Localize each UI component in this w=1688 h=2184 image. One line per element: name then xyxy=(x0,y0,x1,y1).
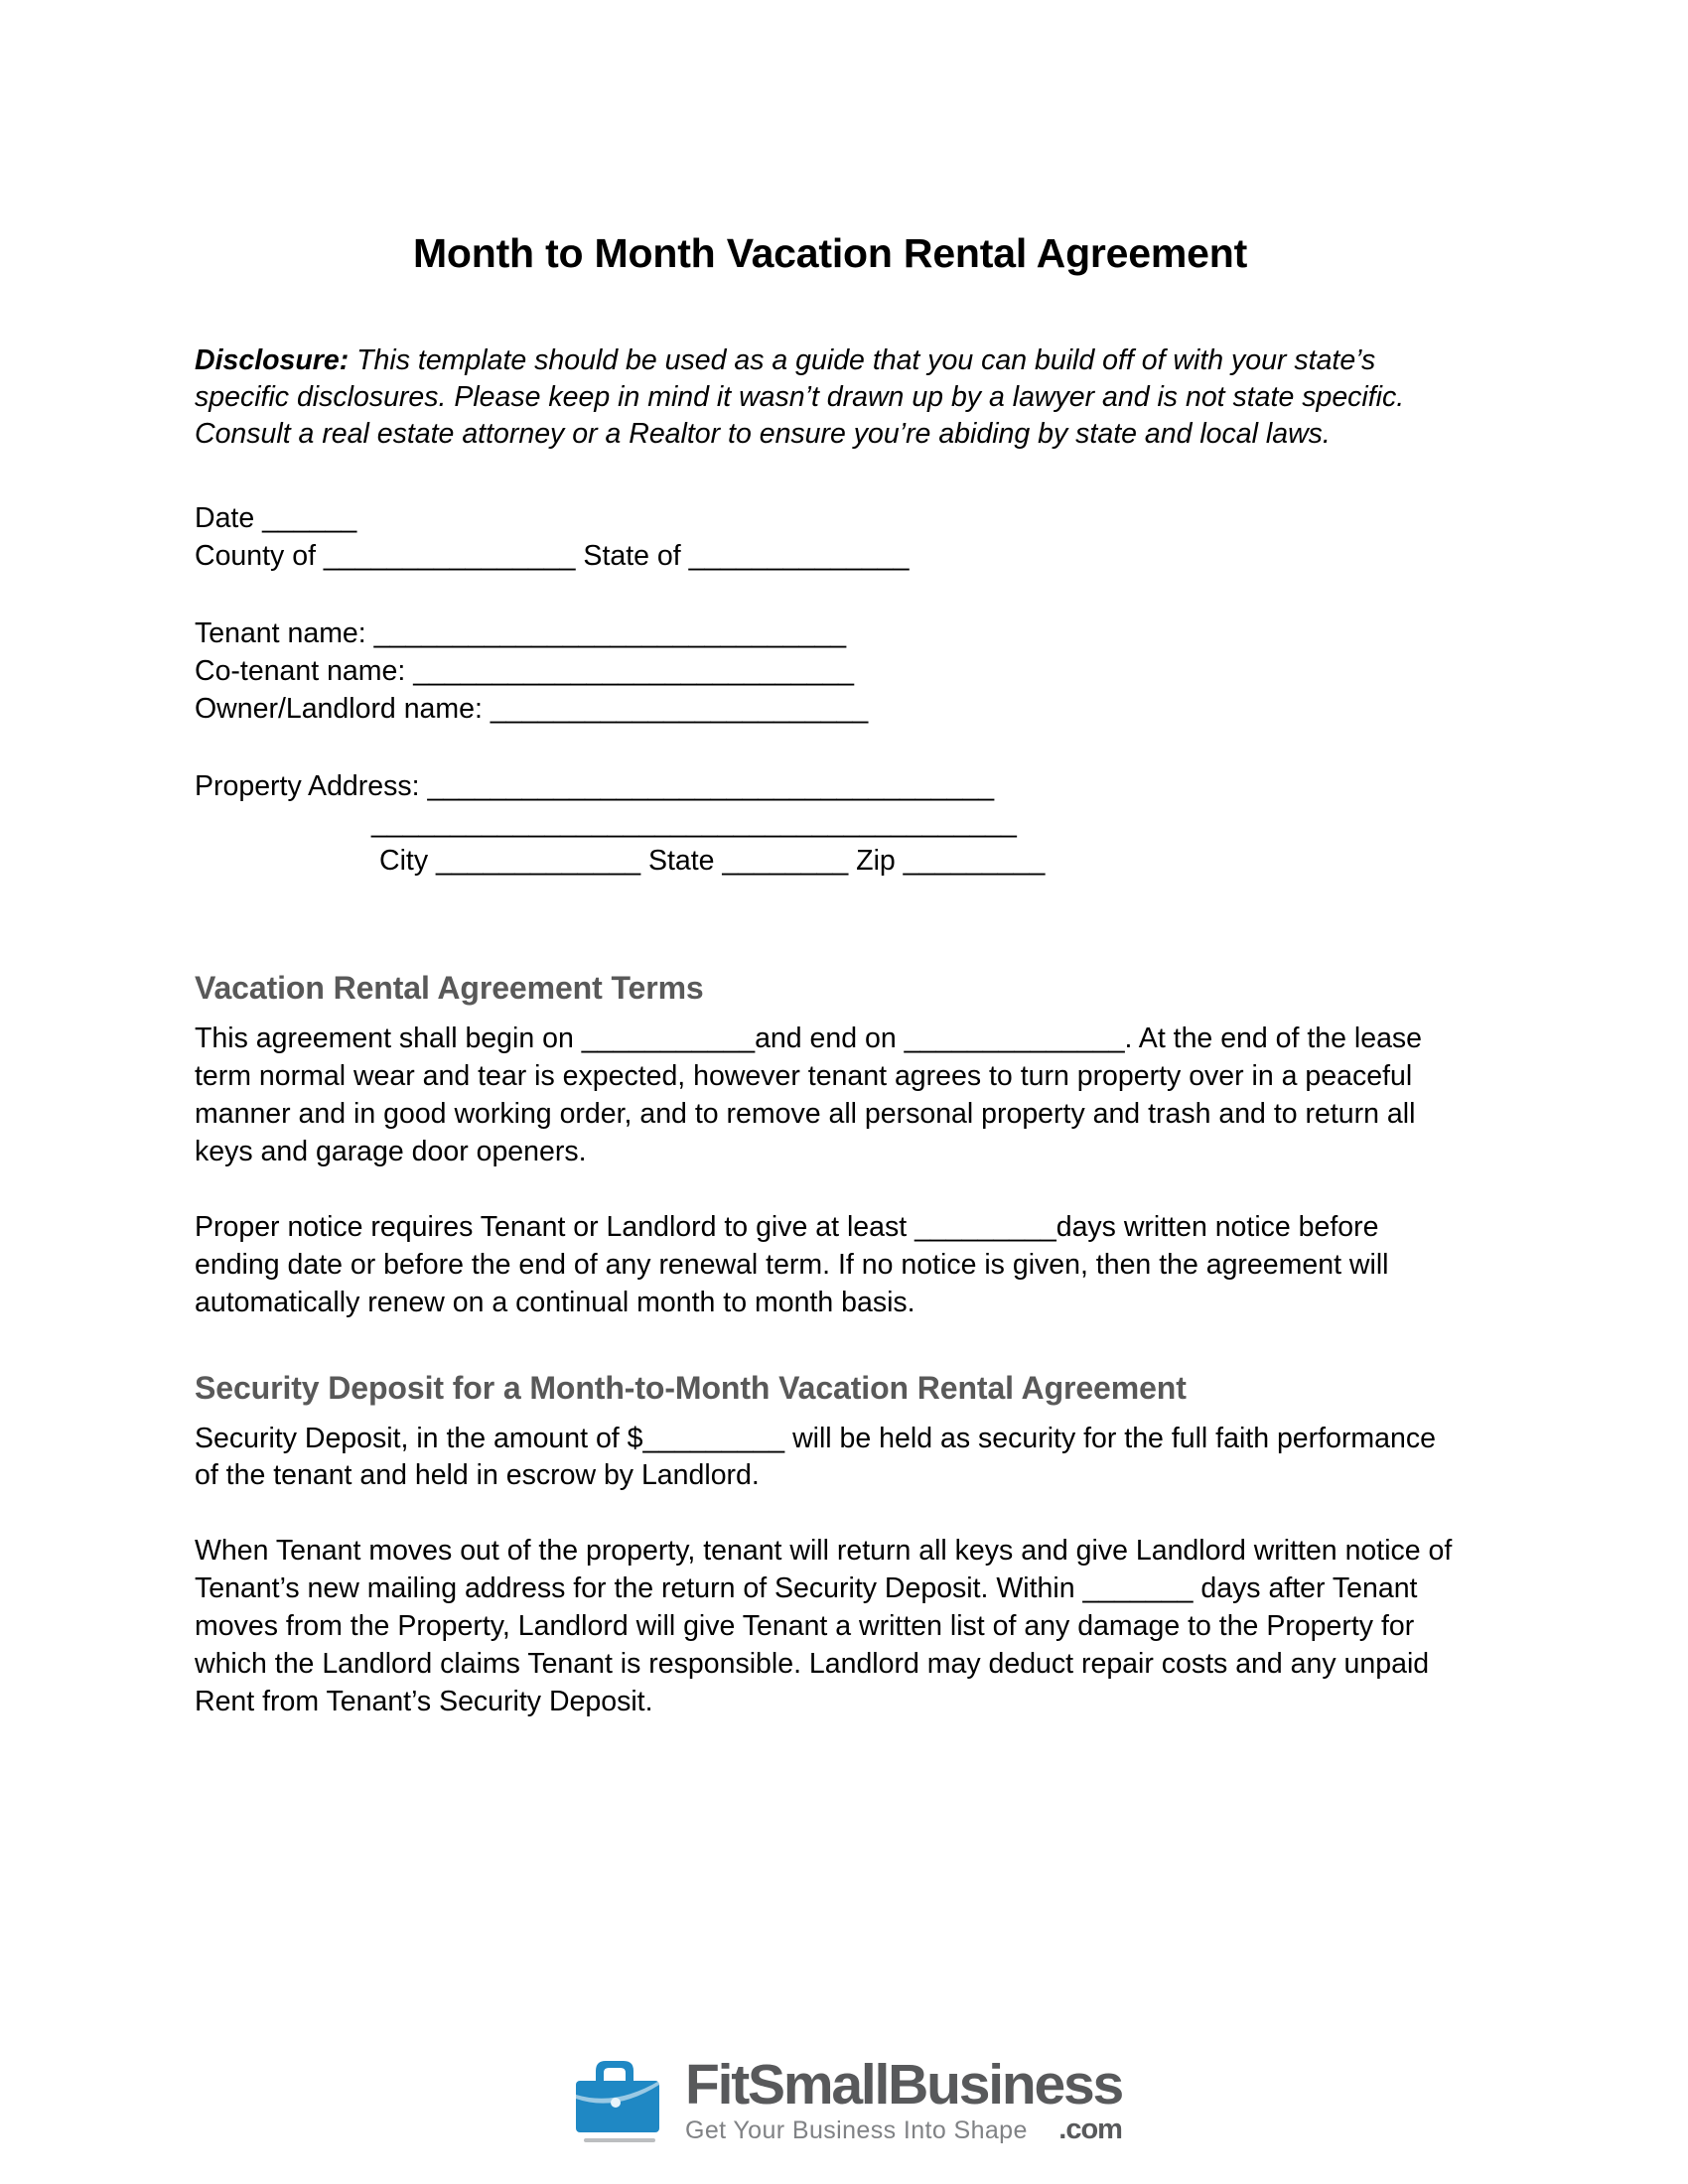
property-address-field-line[interactable]: Property Address: ____________________________________ xyxy=(195,769,995,802)
date-field-line[interactable]: Date ______ xyxy=(195,502,357,535)
disclosure-paragraph xyxy=(195,277,1446,453)
logo-sub-row xyxy=(685,2116,1122,2144)
county-state-field-line[interactable]: County of ________________ State of ______________ xyxy=(195,540,910,573)
disclosure-label: Disclosure: xyxy=(195,344,350,376)
terms-paragraph-2: Proper notice requires Tenant or Landlord to give at least _________days written notice before ending date or before the end of any renewal term. If no notice is given, then the agreement will automatically renew on a continual month to month basis. xyxy=(195,1210,1389,1318)
cotenant-name-field-line[interactable]: Co-tenant name: ____________________________ xyxy=(195,654,855,687)
page-title: Month to Month Vacation Rental Agreement xyxy=(412,230,1248,276)
security-deposit-paragraph-2: When Tenant moves out of the property, tenant will return all keys and give Landlord written notice of Tenant’s new mailing address for the return of Security Deposit. Within _______ days after Tenant moves from the Property, Landlord will give Tenant a written list of any damage to the Property for which the Landlord claims Tenant is responsible. Landlord may deduct repair costs and any unpaid Rent from Tenant’s Security Deposit. xyxy=(195,1535,1453,1717)
logo-text xyxy=(685,2047,1122,2144)
briefcase-icon xyxy=(566,2051,669,2146)
security-deposit-paragraph-1: Security Deposit, in the amount of $_________ will be held as security for the full faith performance of the tenant and held in escrow by Landlord. xyxy=(195,1422,1436,1492)
brand-suffix: .com xyxy=(1058,2114,1122,2145)
property-address-fields xyxy=(195,729,1466,882)
owner-landlord-name-field-line[interactable]: Owner/Landlord name: ________________________ xyxy=(195,692,869,725)
brand-tagline: Get Your Business Into Shape xyxy=(685,2116,1028,2144)
terms-paragraph-1: This agreement shall begin on ___________and end on ______________. At the end of the lease term normal wear and tear is expected, however tenant agrees to turn property over in a peaceful manner and in good working order, and to remove all personal property and trash and to return all keys and garage door openers. xyxy=(195,1023,1423,1167)
party-name-fields xyxy=(195,576,1466,729)
property-address-field-line-2[interactable]: _________________________________________ xyxy=(371,807,1017,840)
document-content xyxy=(195,0,1466,1721)
section-heading-terms: Vacation Rental Agreement Terms xyxy=(195,970,704,1007)
city-state-zip-field-line[interactable]: City _____________ State ________ Zip _________ xyxy=(379,845,1046,878)
section-heading-security-deposit: Security Deposit for a Month-to-Month Vacation Rental Agreement xyxy=(195,1369,1187,1406)
date-location-fields xyxy=(195,453,1466,576)
tenant-name-field-line[interactable]: Tenant name: ______________________________ xyxy=(195,616,847,649)
brand-name: FitSmallBusiness xyxy=(685,2053,1122,2116)
disclosure-text: This template should be used as a guide that you can build off of with your state’s specific disclosures. Please keep in mind it wasn’t drawn up by a lawyer and is not state specific. Consult a real estate attorney or a Realtor to ensure you’re abiding by state and local laws. xyxy=(195,344,1405,451)
footer-logo xyxy=(0,2047,1688,2146)
logo-wrap xyxy=(566,2047,1122,2146)
